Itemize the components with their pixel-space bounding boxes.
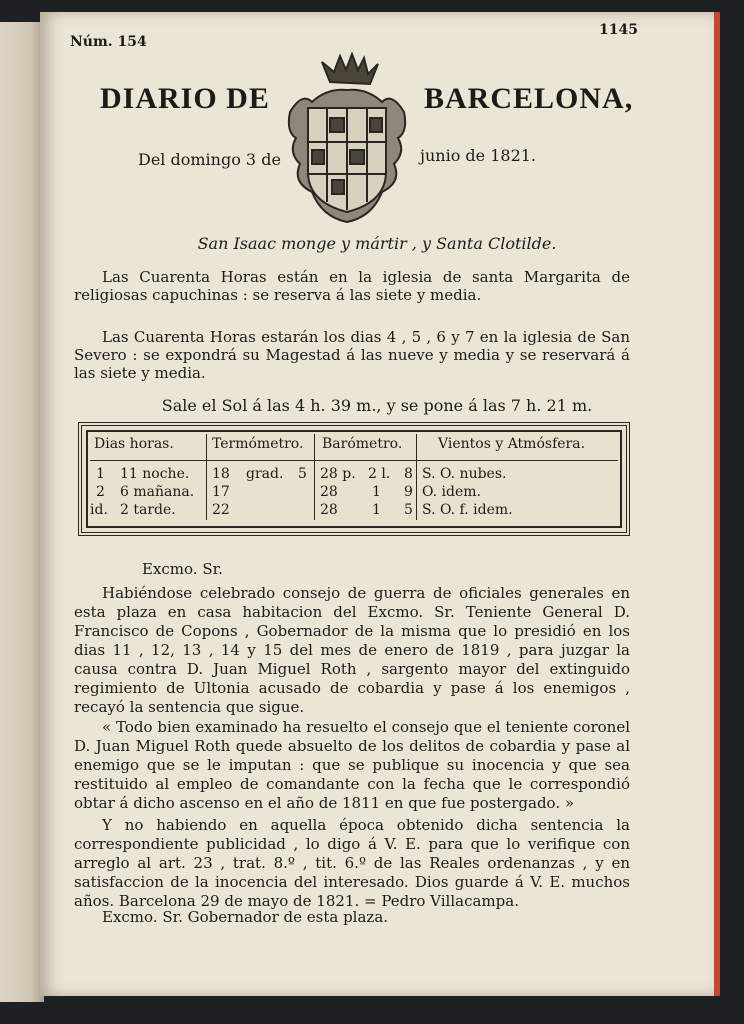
letter-closing: Excmo. Sr. Gobernador de esta plaza. [102,908,389,926]
date-left: Del domingo 3 de [138,150,281,169]
header-winds: Vientos y Atmósfera. [438,436,586,452]
notice-forty-hours-2: Las Cuarenta Horas estarán los dias 4 , 5 , 6 y 7 en la iglesia de San Severo : se expondrá su Magestad á las nueve y media y se reservará á las siete y media. [74,328,630,382]
header-barometer: Barómetro. [322,436,403,452]
date-right: junio de 1821. [420,146,537,165]
header-thermometer: Termómetro. [212,436,304,452]
notice-forty-hours-1: Las Cuarenta Horas están en la iglesia de santa Margarita de religiosas capuchinas : se reserva á las siete y media. [74,268,630,304]
letter-paragraph-3: Y no habiendo en aquella época obtenido dicha sentencia la correspondiente publicidad , lo digo á V. E. para que lo verifique con arreglo al art. 23 , trat. 8.º , tit. 6.º de las Reales ordenanzas , y en satisfaccion de la inocencia del interesado. Dios guarde á V. E. muchos años. Barcelona 29 de mayo de 1821. = Pedro Villacampa. [74,816,630,910]
header-days-hours: Dias horas. [94,436,174,452]
newspaper-page [40,12,720,996]
letter-salutation: Excmo. Sr. [142,560,223,578]
sunrise-sunset: Sale el Sol á las 4 h. 39 m., y se pone á las 7 h. 21 m. [161,396,593,415]
masthead-title-right: BARCELONA, [424,82,634,115]
weather-table: Dias horas. Termómetro. Barómetro. Vientos y Atmósfera. 1 11 noche. 18 grad. 5 28 p. 2 l. 8 S. O. nubes. 2 6 mañana. 17 28 1 9 O. idem. id. 2 tarde. 22 28 1 5 S. O. f. idem. [78,422,630,536]
left-page-edge [0,22,44,1002]
letter-paragraph-2: « Todo bien examinado ha resuelto el consejo que el teniente coronel D. Juan Miguel Roth quede absuelto de los delitos de cobardia y pase al enemigo que se le imputan : que se publique su inocencia y que sea restituido al empleo de comandante con la fecha que le correspondió obtar á dicho ascenso en el año de 1811 en que fue postergado. » [74,718,630,812]
saints-of-the-day: San Isaac monge y mártir , y Santa Clotilde. [197,234,557,253]
coat-of-arms-icon [282,52,412,226]
letter-paragraph-1: Habiéndose celebrado consejo de guerra de oficiales generales en esta plaza en casa habitacion del Excmo. Sr. Teniente General D. Francisco de Copons , Gobernador de la misma que lo presidió en los dias 11 , 12, 13 , 14 y 15 del mes de enero de 1819 , para juzgar la causa contra D. Juan Miguel Roth , sargento mayor del extinguido regimiento de Ultonia acusado de cobardia y pase á los enemigos , recayó la sentencia que sigue. [74,584,630,716]
issue-number: Núm. 154 [70,34,147,50]
page-number: 1145 [599,22,638,38]
masthead-title-left: DIARIO DE [100,82,270,115]
